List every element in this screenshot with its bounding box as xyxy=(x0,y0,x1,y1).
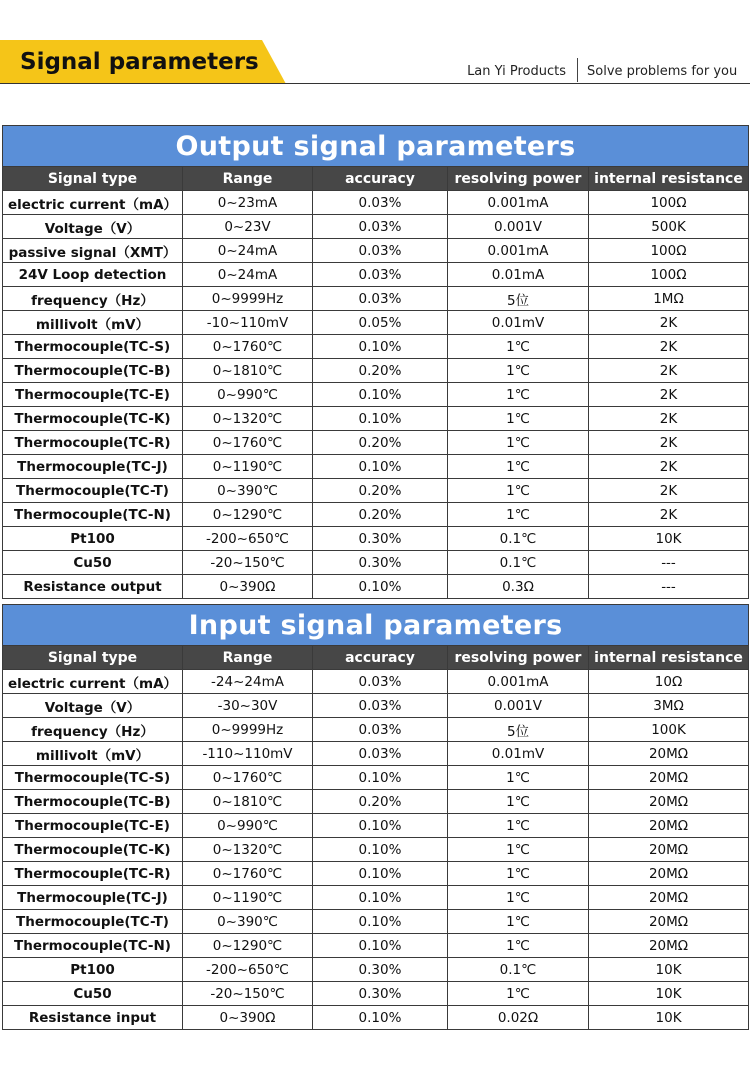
cell-internal-resistance: 2K xyxy=(589,503,749,527)
cell-range: 0~23mA xyxy=(183,191,313,215)
cell-accuracy: 0.10% xyxy=(313,455,448,479)
cell-accuracy: 0.10% xyxy=(313,1006,448,1030)
cell-accuracy: 0.20% xyxy=(313,503,448,527)
column-header-range: Range xyxy=(183,167,313,191)
cell-accuracy: 0.05% xyxy=(313,311,448,335)
cell-range: 0~390℃ xyxy=(183,910,313,934)
cell-accuracy: 0.03% xyxy=(313,742,448,766)
cell-signal-type: 24V Loop detection xyxy=(3,263,183,287)
cell-signal-type: Thermocouple(TC-J) xyxy=(3,886,183,910)
cell-resolving-power: 1℃ xyxy=(448,934,589,958)
cell-accuracy: 0.10% xyxy=(313,766,448,790)
cell-range: 0~24mA xyxy=(183,239,313,263)
cell-resolving-power: 0.001mA xyxy=(448,239,589,263)
cell-range: -20~150℃ xyxy=(183,982,313,1006)
cell-accuracy: 0.30% xyxy=(313,527,448,551)
cell-range: 0~1190℃ xyxy=(183,886,313,910)
cell-internal-resistance: 3MΩ xyxy=(589,694,749,718)
cell-accuracy: 0.10% xyxy=(313,575,448,599)
table-row xyxy=(3,814,749,838)
cell-resolving-power: 1℃ xyxy=(448,359,589,383)
cell-resolving-power: 1℃ xyxy=(448,431,589,455)
cell-range: 0~9999Hz xyxy=(183,718,313,742)
cell-internal-resistance: 100Ω xyxy=(589,263,749,287)
column-header-internal-resistance: internal resistance xyxy=(589,167,749,191)
cell-signal-type: Voltage（V） xyxy=(3,694,183,718)
table-row xyxy=(3,958,749,982)
cell-accuracy: 0.20% xyxy=(313,431,448,455)
cell-internal-resistance: 20MΩ xyxy=(589,862,749,886)
cell-signal-type: Thermocouple(TC-B) xyxy=(3,790,183,814)
cell-accuracy: 0.03% xyxy=(313,670,448,694)
cell-internal-resistance: 2K xyxy=(589,455,749,479)
cell-internal-resistance: 20MΩ xyxy=(589,886,749,910)
cell-signal-type: Thermocouple(TC-R) xyxy=(3,862,183,886)
cell-signal-type: Thermocouple(TC-R) xyxy=(3,431,183,455)
cell-internal-resistance: 10K xyxy=(589,982,749,1006)
cell-internal-resistance: 20MΩ xyxy=(589,814,749,838)
cell-internal-resistance: 100Ω xyxy=(589,191,749,215)
cell-signal-type: Resistance output xyxy=(3,575,183,599)
column-header-accuracy: accuracy xyxy=(313,167,448,191)
column-header-range: Range xyxy=(183,646,313,670)
table-row xyxy=(3,479,749,503)
cell-resolving-power: 0.1℃ xyxy=(448,958,589,982)
cell-internal-resistance: 20MΩ xyxy=(589,742,749,766)
cell-signal-type: Voltage（V） xyxy=(3,215,183,239)
cell-accuracy: 0.20% xyxy=(313,479,448,503)
cell-internal-resistance: 10K xyxy=(589,1006,749,1030)
table-row xyxy=(3,886,749,910)
cell-accuracy: 0.03% xyxy=(313,215,448,239)
input-table-title: Input signal parameters xyxy=(3,605,749,646)
cell-range: 0~24mA xyxy=(183,263,313,287)
cell-range: 0~9999Hz xyxy=(183,287,313,311)
cell-resolving-power: 5位 xyxy=(448,718,589,742)
cell-range: -200~650℃ xyxy=(183,958,313,982)
cell-resolving-power: 1℃ xyxy=(448,838,589,862)
cell-accuracy: 0.20% xyxy=(313,359,448,383)
cell-signal-type: millivolt（mV） xyxy=(3,311,183,335)
table-row xyxy=(3,575,749,599)
cell-signal-type: frequency（Hz） xyxy=(3,287,183,311)
cell-range: 0~23V xyxy=(183,215,313,239)
cell-internal-resistance: 2K xyxy=(589,311,749,335)
table-row xyxy=(3,742,749,766)
cell-resolving-power: 1℃ xyxy=(448,455,589,479)
cell-accuracy: 0.20% xyxy=(313,790,448,814)
cell-accuracy: 0.03% xyxy=(313,694,448,718)
cell-signal-type: Pt100 xyxy=(3,958,183,982)
cell-internal-resistance: 10K xyxy=(589,527,749,551)
cell-signal-type: Cu50 xyxy=(3,982,183,1006)
cell-range: -24~24mA xyxy=(183,670,313,694)
cell-signal-type: passive signal（XMT） xyxy=(3,239,183,263)
table-row xyxy=(3,934,749,958)
cell-range: 0~1810℃ xyxy=(183,790,313,814)
cell-signal-type: Thermocouple(TC-J) xyxy=(3,455,183,479)
table-row xyxy=(3,862,749,886)
table-row xyxy=(3,407,749,431)
table-row xyxy=(3,287,749,311)
cell-signal-type: Thermocouple(TC-S) xyxy=(3,766,183,790)
output-table-body xyxy=(3,191,749,599)
cell-resolving-power: 0.01mV xyxy=(448,311,589,335)
cell-resolving-power: 1℃ xyxy=(448,383,589,407)
cell-range: 0~1320℃ xyxy=(183,838,313,862)
table-row xyxy=(3,455,749,479)
cell-accuracy: 0.10% xyxy=(313,407,448,431)
cell-internal-resistance: 20MΩ xyxy=(589,910,749,934)
cell-resolving-power: 0.001mA xyxy=(448,670,589,694)
cell-resolving-power: 0.001V xyxy=(448,694,589,718)
cell-range: 0~1760℃ xyxy=(183,766,313,790)
cell-internal-resistance: 500K xyxy=(589,215,749,239)
table-row xyxy=(3,215,749,239)
cell-signal-type: Thermocouple(TC-E) xyxy=(3,383,183,407)
table-row xyxy=(3,335,749,359)
table-row xyxy=(3,503,749,527)
cell-signal-type: Thermocouple(TC-B) xyxy=(3,359,183,383)
cell-range: -30~30V xyxy=(183,694,313,718)
cell-resolving-power: 0.01mA xyxy=(448,263,589,287)
column-header-accuracy: accuracy xyxy=(313,646,448,670)
cell-internal-resistance: 2K xyxy=(589,407,749,431)
cell-range: -10~110mV xyxy=(183,311,313,335)
cell-signal-type: electric current（mA） xyxy=(3,670,183,694)
cell-range: 0~390Ω xyxy=(183,575,313,599)
cell-range: 0~1760℃ xyxy=(183,431,313,455)
table-row xyxy=(3,359,749,383)
cell-accuracy: 0.03% xyxy=(313,263,448,287)
cell-internal-resistance: 2K xyxy=(589,431,749,455)
cell-accuracy: 0.10% xyxy=(313,838,448,862)
table-row xyxy=(3,1006,749,1030)
cell-range: 0~390℃ xyxy=(183,479,313,503)
table-row xyxy=(3,670,749,694)
cell-range: 0~390Ω xyxy=(183,1006,313,1030)
table-row xyxy=(3,383,749,407)
cell-resolving-power: 1℃ xyxy=(448,862,589,886)
cell-resolving-power: 1℃ xyxy=(448,814,589,838)
cell-internal-resistance: 20MΩ xyxy=(589,790,749,814)
cell-accuracy: 0.03% xyxy=(313,239,448,263)
cell-resolving-power: 1℃ xyxy=(448,503,589,527)
input-parameters-table xyxy=(2,604,749,1030)
cell-resolving-power: 1℃ xyxy=(448,790,589,814)
cell-signal-type: Thermocouple(TC-S) xyxy=(3,335,183,359)
cell-accuracy: 0.30% xyxy=(313,958,448,982)
cell-range: 0~1760℃ xyxy=(183,335,313,359)
cell-range: 0~990℃ xyxy=(183,383,313,407)
input-table-body xyxy=(3,670,749,1030)
cell-signal-type: electric current（mA） xyxy=(3,191,183,215)
cell-accuracy: 0.10% xyxy=(313,862,448,886)
cell-signal-type: Thermocouple(TC-T) xyxy=(3,479,183,503)
cell-internal-resistance: 20MΩ xyxy=(589,838,749,862)
brand-slogan: Solve problems for you xyxy=(587,64,738,79)
cell-internal-resistance: 10K xyxy=(589,958,749,982)
cell-accuracy: 0.03% xyxy=(313,287,448,311)
cell-internal-resistance: 2K xyxy=(589,383,749,407)
cell-internal-resistance: 10Ω xyxy=(589,670,749,694)
cell-accuracy: 0.10% xyxy=(313,383,448,407)
table-row xyxy=(3,263,749,287)
table-row xyxy=(3,239,749,263)
cell-internal-resistance: --- xyxy=(589,575,749,599)
cell-range: 0~990℃ xyxy=(183,814,313,838)
cell-range: 0~1320℃ xyxy=(183,407,313,431)
cell-signal-type: Thermocouple(TC-N) xyxy=(3,934,183,958)
cell-resolving-power: 1℃ xyxy=(448,479,589,503)
column-header-signal-type: Signal type xyxy=(3,167,183,191)
cell-internal-resistance: 20MΩ xyxy=(589,766,749,790)
column-header-internal-resistance: internal resistance xyxy=(589,646,749,670)
cell-range: 0~1190℃ xyxy=(183,455,313,479)
cell-accuracy: 0.03% xyxy=(313,718,448,742)
table-row xyxy=(3,694,749,718)
table-row xyxy=(3,191,749,215)
cell-internal-resistance: 100K xyxy=(589,718,749,742)
cell-signal-type: Thermocouple(TC-T) xyxy=(3,910,183,934)
cell-accuracy: 0.03% xyxy=(313,191,448,215)
cell-resolving-power: 1℃ xyxy=(448,335,589,359)
cell-resolving-power: 0.001mA xyxy=(448,191,589,215)
column-header-resolving-power: resolving power xyxy=(448,646,589,670)
input-table-header xyxy=(3,646,749,670)
cell-accuracy: 0.30% xyxy=(313,982,448,1006)
cell-accuracy: 0.10% xyxy=(313,814,448,838)
table-row xyxy=(3,766,749,790)
brand-name: Lan Yi Products xyxy=(467,64,566,79)
table-row xyxy=(3,551,749,575)
table-row xyxy=(3,431,749,455)
table-row xyxy=(3,311,749,335)
cell-resolving-power: 1℃ xyxy=(448,407,589,431)
cell-range: -110~110mV xyxy=(183,742,313,766)
cell-signal-type: millivolt（mV） xyxy=(3,742,183,766)
cell-resolving-power: 0.1℃ xyxy=(448,527,589,551)
column-header-signal-type: Signal type xyxy=(3,646,183,670)
cell-range: 0~1810℃ xyxy=(183,359,313,383)
cell-range: 0~1290℃ xyxy=(183,503,313,527)
cell-resolving-power: 5位 xyxy=(448,287,589,311)
cell-range: -20~150℃ xyxy=(183,551,313,575)
table-row xyxy=(3,790,749,814)
cell-internal-resistance: 2K xyxy=(589,335,749,359)
cell-signal-type: Thermocouple(TC-K) xyxy=(3,838,183,862)
cell-signal-type: Resistance input xyxy=(3,1006,183,1030)
cell-resolving-power: 1℃ xyxy=(448,982,589,1006)
page-title: Signal parameters xyxy=(20,49,259,75)
cell-signal-type: Cu50 xyxy=(3,551,183,575)
table-row xyxy=(3,910,749,934)
header-rule xyxy=(0,83,750,84)
cell-resolving-power: 0.02Ω xyxy=(448,1006,589,1030)
cell-internal-resistance: 100Ω xyxy=(589,239,749,263)
cell-resolving-power: 0.1℃ xyxy=(448,551,589,575)
cell-signal-type: Thermocouple(TC-K) xyxy=(3,407,183,431)
cell-accuracy: 0.10% xyxy=(313,934,448,958)
table-row xyxy=(3,838,749,862)
column-header-resolving-power: resolving power xyxy=(448,167,589,191)
table-row xyxy=(3,982,749,1006)
cell-internal-resistance: 2K xyxy=(589,359,749,383)
cell-accuracy: 0.10% xyxy=(313,910,448,934)
cell-resolving-power: 1℃ xyxy=(448,910,589,934)
header-divider xyxy=(577,58,578,82)
table-row xyxy=(3,527,749,551)
cell-internal-resistance: --- xyxy=(589,551,749,575)
cell-signal-type: Thermocouple(TC-E) xyxy=(3,814,183,838)
cell-resolving-power: 0.001V xyxy=(448,215,589,239)
cell-signal-type: Thermocouple(TC-N) xyxy=(3,503,183,527)
cell-resolving-power: 0.3Ω xyxy=(448,575,589,599)
output-table-header xyxy=(3,167,749,191)
cell-range: 0~1290℃ xyxy=(183,934,313,958)
output-table-title: Output signal parameters xyxy=(3,126,749,167)
cell-resolving-power: 1℃ xyxy=(448,886,589,910)
table-row xyxy=(3,718,749,742)
cell-range: -200~650℃ xyxy=(183,527,313,551)
cell-resolving-power: 1℃ xyxy=(448,766,589,790)
cell-internal-resistance: 1MΩ xyxy=(589,287,749,311)
output-parameters-table xyxy=(2,125,749,599)
cell-resolving-power: 0.01mV xyxy=(448,742,589,766)
cell-signal-type: Pt100 xyxy=(3,527,183,551)
cell-accuracy: 0.30% xyxy=(313,551,448,575)
cell-internal-resistance: 20MΩ xyxy=(589,934,749,958)
cell-accuracy: 0.10% xyxy=(313,886,448,910)
cell-signal-type: frequency（Hz） xyxy=(3,718,183,742)
cell-internal-resistance: 2K xyxy=(589,479,749,503)
cell-accuracy: 0.10% xyxy=(313,335,448,359)
cell-range: 0~1760℃ xyxy=(183,862,313,886)
